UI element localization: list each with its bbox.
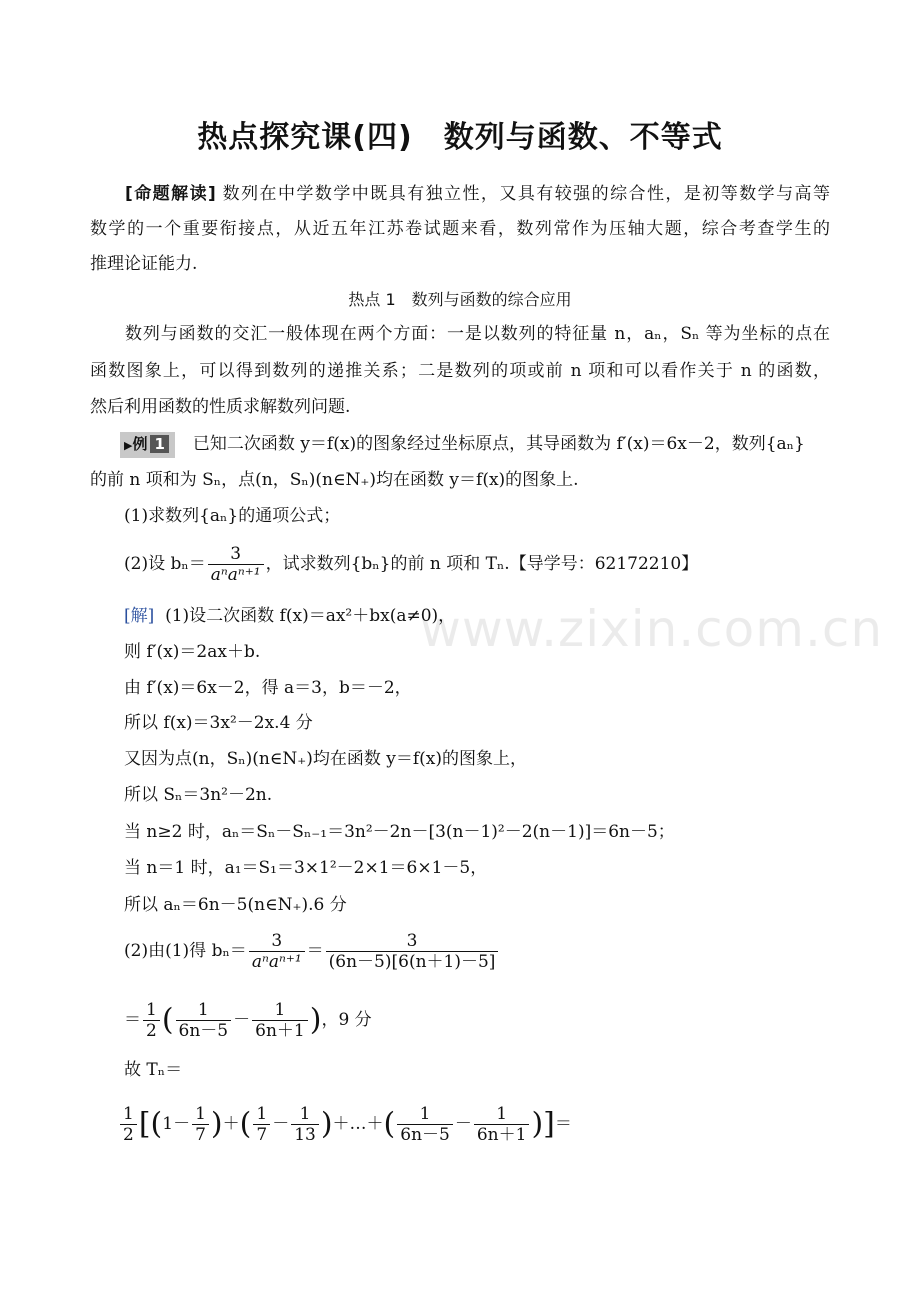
example-line-1	[120, 432, 805, 458]
q2-fraction	[208, 544, 264, 585]
right-paren: )	[309, 1002, 322, 1038]
s13-dots: ＋…＋	[332, 1114, 384, 1134]
hotspot-heading: 热点 1 数列与函数的综合应用	[348, 290, 572, 309]
s13-f3b-den: 6n＋1	[474, 1124, 530, 1145]
solution-line-2: 则 f′(x)＝2ax＋b.	[124, 642, 261, 662]
paren-1-open: (	[150, 1106, 163, 1142]
s10-fraction-2	[326, 931, 499, 972]
example-tag-label: 例	[132, 435, 148, 453]
q2-numerator: 3	[230, 544, 242, 564]
q2-denominator: aⁿaⁿ⁺¹	[208, 564, 264, 585]
watermark: www.zixin.com.cn	[420, 600, 884, 658]
solution-line-13	[118, 1104, 572, 1145]
left-bracket: [	[138, 1106, 151, 1142]
paren-3-open: (	[383, 1106, 396, 1142]
s11-a-num: 1	[197, 1000, 209, 1020]
solution-line-5: 又因为点(n，Sₙ)(n∈N₊)均在函数 y＝f(x)的图象上，	[124, 749, 528, 769]
page-title: 热点探究课(四) 数列与函数、不等式	[197, 120, 723, 155]
paren-1-close: )	[210, 1106, 223, 1142]
s13-fraction-3a	[397, 1104, 453, 1145]
s13-f3a-den: 6n－5	[397, 1124, 453, 1145]
solution-line-10	[124, 931, 500, 972]
intro-label: [命题解读]	[125, 184, 216, 204]
s13-half	[120, 1104, 137, 1145]
s11-half-den: 2	[143, 1020, 160, 1041]
s13-minus-3: －	[454, 1114, 472, 1134]
intro-text-1: 数列在中学数学中既具有独立性，又具有较强的综合性，是初等数学与高等	[222, 184, 831, 204]
s13-half-den: 2	[120, 1124, 137, 1145]
s11-b-den: 6n＋1	[252, 1020, 308, 1041]
s13-term-1: 1－	[162, 1114, 191, 1134]
s11-minus: －	[233, 1010, 251, 1030]
s13-half-num: 1	[123, 1104, 134, 1124]
paren-3-close: )	[531, 1106, 544, 1142]
question-1: (1)求数列{aₙ}的通项公式；	[124, 506, 341, 526]
s11-equals: ＝	[124, 1010, 141, 1030]
intro-line-2: 数学的一个重要衔接点，从近五年江苏卷试题来看，数列常作为压轴大题，综合考查学生的	[90, 219, 830, 239]
q2-post: ，试求数列{bₙ}的前 n 项和 Tₙ.【导学号：62172210】	[265, 554, 699, 574]
solution-line-7: 当 n≥2 时，aₙ＝Sₙ－Sₙ₋₁＝3n²－2n－[3(n－1)²－2(n－1)]＝6n－5；	[124, 822, 675, 842]
s13-f2a-den: 7	[253, 1124, 270, 1145]
s13-fraction-1	[192, 1104, 209, 1145]
triangle-icon: ▶	[124, 439, 133, 452]
s10-fraction-1	[249, 931, 305, 972]
solution-line-3: 由 f′(x)＝6x－2，得 a＝3，b＝－2，	[124, 678, 412, 698]
example-tag	[120, 432, 175, 458]
s13-plus: ＋	[222, 1114, 240, 1134]
s11-fraction-a	[176, 1000, 232, 1041]
example-line-2: 的前 n 项和为 Sₙ，点(n，Sₙ)(n∈N₊)均在函数 y＝f(x)的图象上.	[90, 470, 579, 490]
solution-step-1: (1)设二次函数 f(x)＝ax²＋bx(a≠0)，	[165, 606, 456, 626]
solution-line-12: 故 Tₙ＝	[124, 1060, 183, 1080]
s13-f1-num: 1	[195, 1104, 206, 1124]
s13-f3a-num: 1	[419, 1104, 431, 1124]
s10-f1-numerator: 3	[271, 931, 283, 951]
example-tag-number: 1	[150, 435, 168, 453]
q2-pre: (2)设 bₙ＝	[124, 554, 206, 574]
s13-f2b-den: 13	[291, 1124, 319, 1145]
solution-line-4: 所以 f(x)＝3x²－2x.4 分	[124, 713, 313, 733]
s11-half	[143, 1000, 160, 1041]
s13-minus-2: －	[272, 1114, 290, 1134]
s13-f3b-num: 1	[496, 1104, 508, 1124]
s11-half-num: 1	[146, 1000, 157, 1020]
solution-line-6: 所以 Sₙ＝3n²－2n.	[124, 785, 273, 805]
question-2	[124, 544, 698, 585]
s10-f2-numerator: 3	[406, 931, 418, 951]
s13-f2a-num: 1	[256, 1104, 268, 1124]
s13-fraction-3b	[474, 1104, 530, 1145]
s10-f1-denominator: aⁿaⁿ⁺¹	[249, 951, 305, 972]
solution-line-11	[124, 1000, 372, 1041]
s13-fraction-2a	[253, 1104, 270, 1145]
left-paren: (	[161, 1002, 174, 1038]
s11-b-num: 1	[274, 1000, 286, 1020]
para-line-1: 数列与函数的交汇一般体现在两个方面：一是以数列的特征量 n，aₙ，Sₙ 等为坐标的点在	[125, 324, 830, 344]
solution-line-1	[124, 604, 455, 628]
solution-line-9: 所以 aₙ＝6n－5(n∈N₊).6 分	[124, 895, 347, 915]
s13-fraction-2b	[291, 1104, 319, 1145]
s13-f2b-num: 1	[299, 1104, 311, 1124]
paren-2-close: )	[320, 1106, 333, 1142]
solution-line-8: 当 n＝1 时，a₁＝S₁＝3×1²－2×1＝6×1－5，	[124, 858, 488, 878]
s10-pre: (2)由(1)得 bₙ＝	[124, 941, 247, 961]
right-bracket: ]	[543, 1106, 555, 1142]
intro-line-1	[125, 182, 830, 206]
intro-line-3: 推理论证能力.	[90, 254, 198, 274]
para-line-3: 然后利用函数的性质求解数列问题.	[90, 397, 351, 417]
example-text-1: 已知二次函数 y＝f(x)的图象经过坐标原点，其导函数为 f′(x)＝6x－2，数列{aₙ}	[192, 434, 805, 454]
s10-f2-denominator: (6n－5)[6(n＋1)－5]	[326, 951, 499, 972]
solution-label: [解]	[124, 606, 155, 626]
s11-a-den: 6n－5	[176, 1020, 232, 1041]
s13-f1-den: 7	[192, 1124, 209, 1145]
s13-equals: ＝	[554, 1114, 572, 1134]
s10-equals: ＝	[306, 941, 324, 961]
s11-fraction-b	[252, 1000, 308, 1041]
paren-2-open: (	[239, 1106, 252, 1142]
s11-post: ，9 分	[321, 1010, 372, 1030]
para-line-2: 函数图象上，可以得到数列的递推关系；二是数列的项或前 n 项和可以看作关于 n 的函数，	[90, 361, 830, 381]
